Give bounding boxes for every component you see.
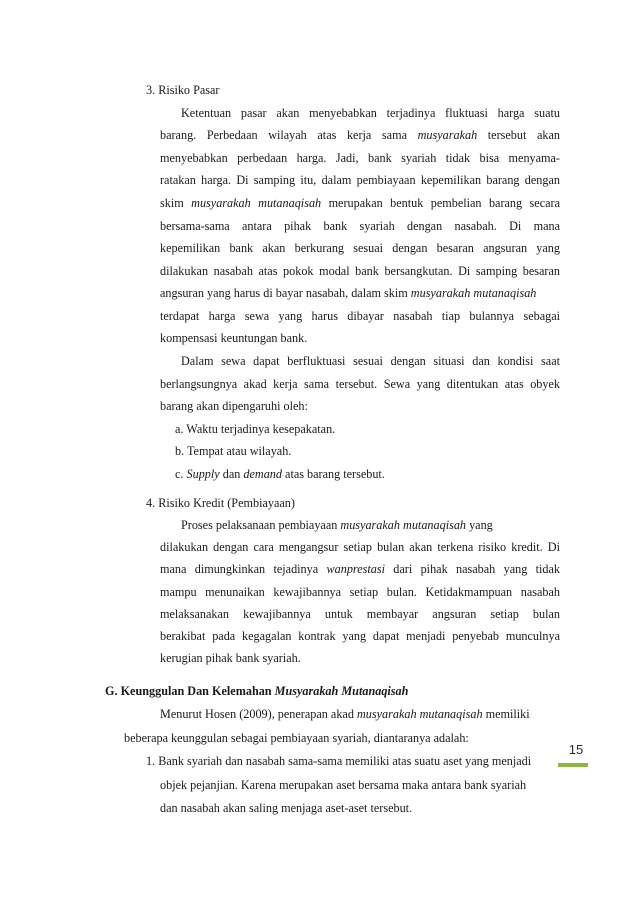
page-number: 15 — [568, 742, 584, 757]
text-line: angsuran yang harus di bayar nasabah, dalam skim musyarakah mutanaqisah — [160, 286, 537, 301]
list-item: c. Supply dan demand atas barang tersebut. — [175, 467, 385, 481]
text-line: Ketentuan pasar akan menyebabkan terjadinya fluktuasi harga suatu — [181, 105, 560, 120]
text-line: Proses pelaksanaan pembiayaan musyarakah mutanaqisah yang — [181, 518, 493, 533]
section-4-title: 4. Risiko Kredit (Pembiayaan) — [146, 496, 295, 510]
text-line: Dalam sewa dapat berfluktuasi sesuai dengan situasi dan kondisi saat — [181, 354, 560, 369]
page-number-underline — [558, 763, 588, 767]
text-line: skim musyarakah mutanaqisah merupakan bentuk pembelian barang secara — [160, 195, 560, 210]
text-line: dan nasabah akan saling menjaga aset-aset tersebut. — [160, 801, 413, 815]
text-line: objek pejanjian. Karena merupakan aset bersama maka antara bank syariah — [160, 777, 527, 792]
text-line: barang akan dipengaruhi oleh: — [160, 399, 308, 414]
text-line: dilakukan nasabah atas pokok modal bank bersangkutan. Di samping besaran — [160, 263, 560, 278]
text-line: beberapa keunggulan sebagai pembiayaan syariah, diantaranya adalah: — [124, 730, 469, 745]
text-line: Menurut Hosen (2009), penerapan akad musyarakah mutanaqisah memiliki — [160, 707, 530, 722]
text-line: terdapat harga sewa yang harus dibayar nasabah tiap bulannya sebagai — [160, 308, 560, 323]
text-line: kompensasi keuntungan bank. — [160, 331, 308, 346]
text-line: barang. Perbedaan wilayah atas kerja sama musyarakah tersebut akan — [160, 128, 560, 143]
text-line: mana dimungkinkan tejadinya wanprestasi dari pihak nasabah yang tidak — [160, 562, 560, 577]
text-line: berlangsungnya akad kerja sama tersebut. Sewa yang ditentukan atas obyek — [160, 376, 560, 391]
text-line: menyebabkan perbedaan harga. Jadi, bank syariah tidak bisa menyama- — [160, 150, 560, 165]
text-line: dilakukan dengan cara mengangsur setiap bulan akan terkena risiko kredit. Di — [160, 540, 560, 555]
section-g-heading: G. Keunggulan Dan Kelemahan Musyarakah Mutanaqisah — [105, 684, 409, 698]
list-item: b. Tempat atau wilayah. — [175, 444, 292, 459]
text-line: berakibat pada kegagalan kontrak yang dapat menjadi penyebab munculnya — [160, 628, 560, 643]
list-item: 1. Bank syariah dan nasabah sama-sama memiliki atas suatu aset yang menjadi — [146, 754, 532, 769]
list-item: a. Waktu terjadinya kesepakatan. — [175, 421, 336, 436]
text-line: melaksanakan kewajibannya untuk membayar angsuran setiap bulan — [160, 606, 560, 621]
text-line: kepemilikan bank akan berkurang sesuai dengan besaran angsuran yang — [160, 241, 560, 256]
text-line: bersama-sama antara pihak bank syariah dengan nasabah. Di mana — [160, 218, 560, 233]
text-line: kerugian pihak bank syariah. — [160, 651, 301, 665]
section-3-title: 3. Risiko Pasar — [146, 83, 220, 97]
text-line: mampu menunaikan kewajibannya setiap bulan. Ketidakmampuan nasabah — [160, 584, 560, 599]
text-line: ratakan harga. Di samping itu, dalam pembiayaan kepemilikan barang dengan — [160, 173, 560, 188]
